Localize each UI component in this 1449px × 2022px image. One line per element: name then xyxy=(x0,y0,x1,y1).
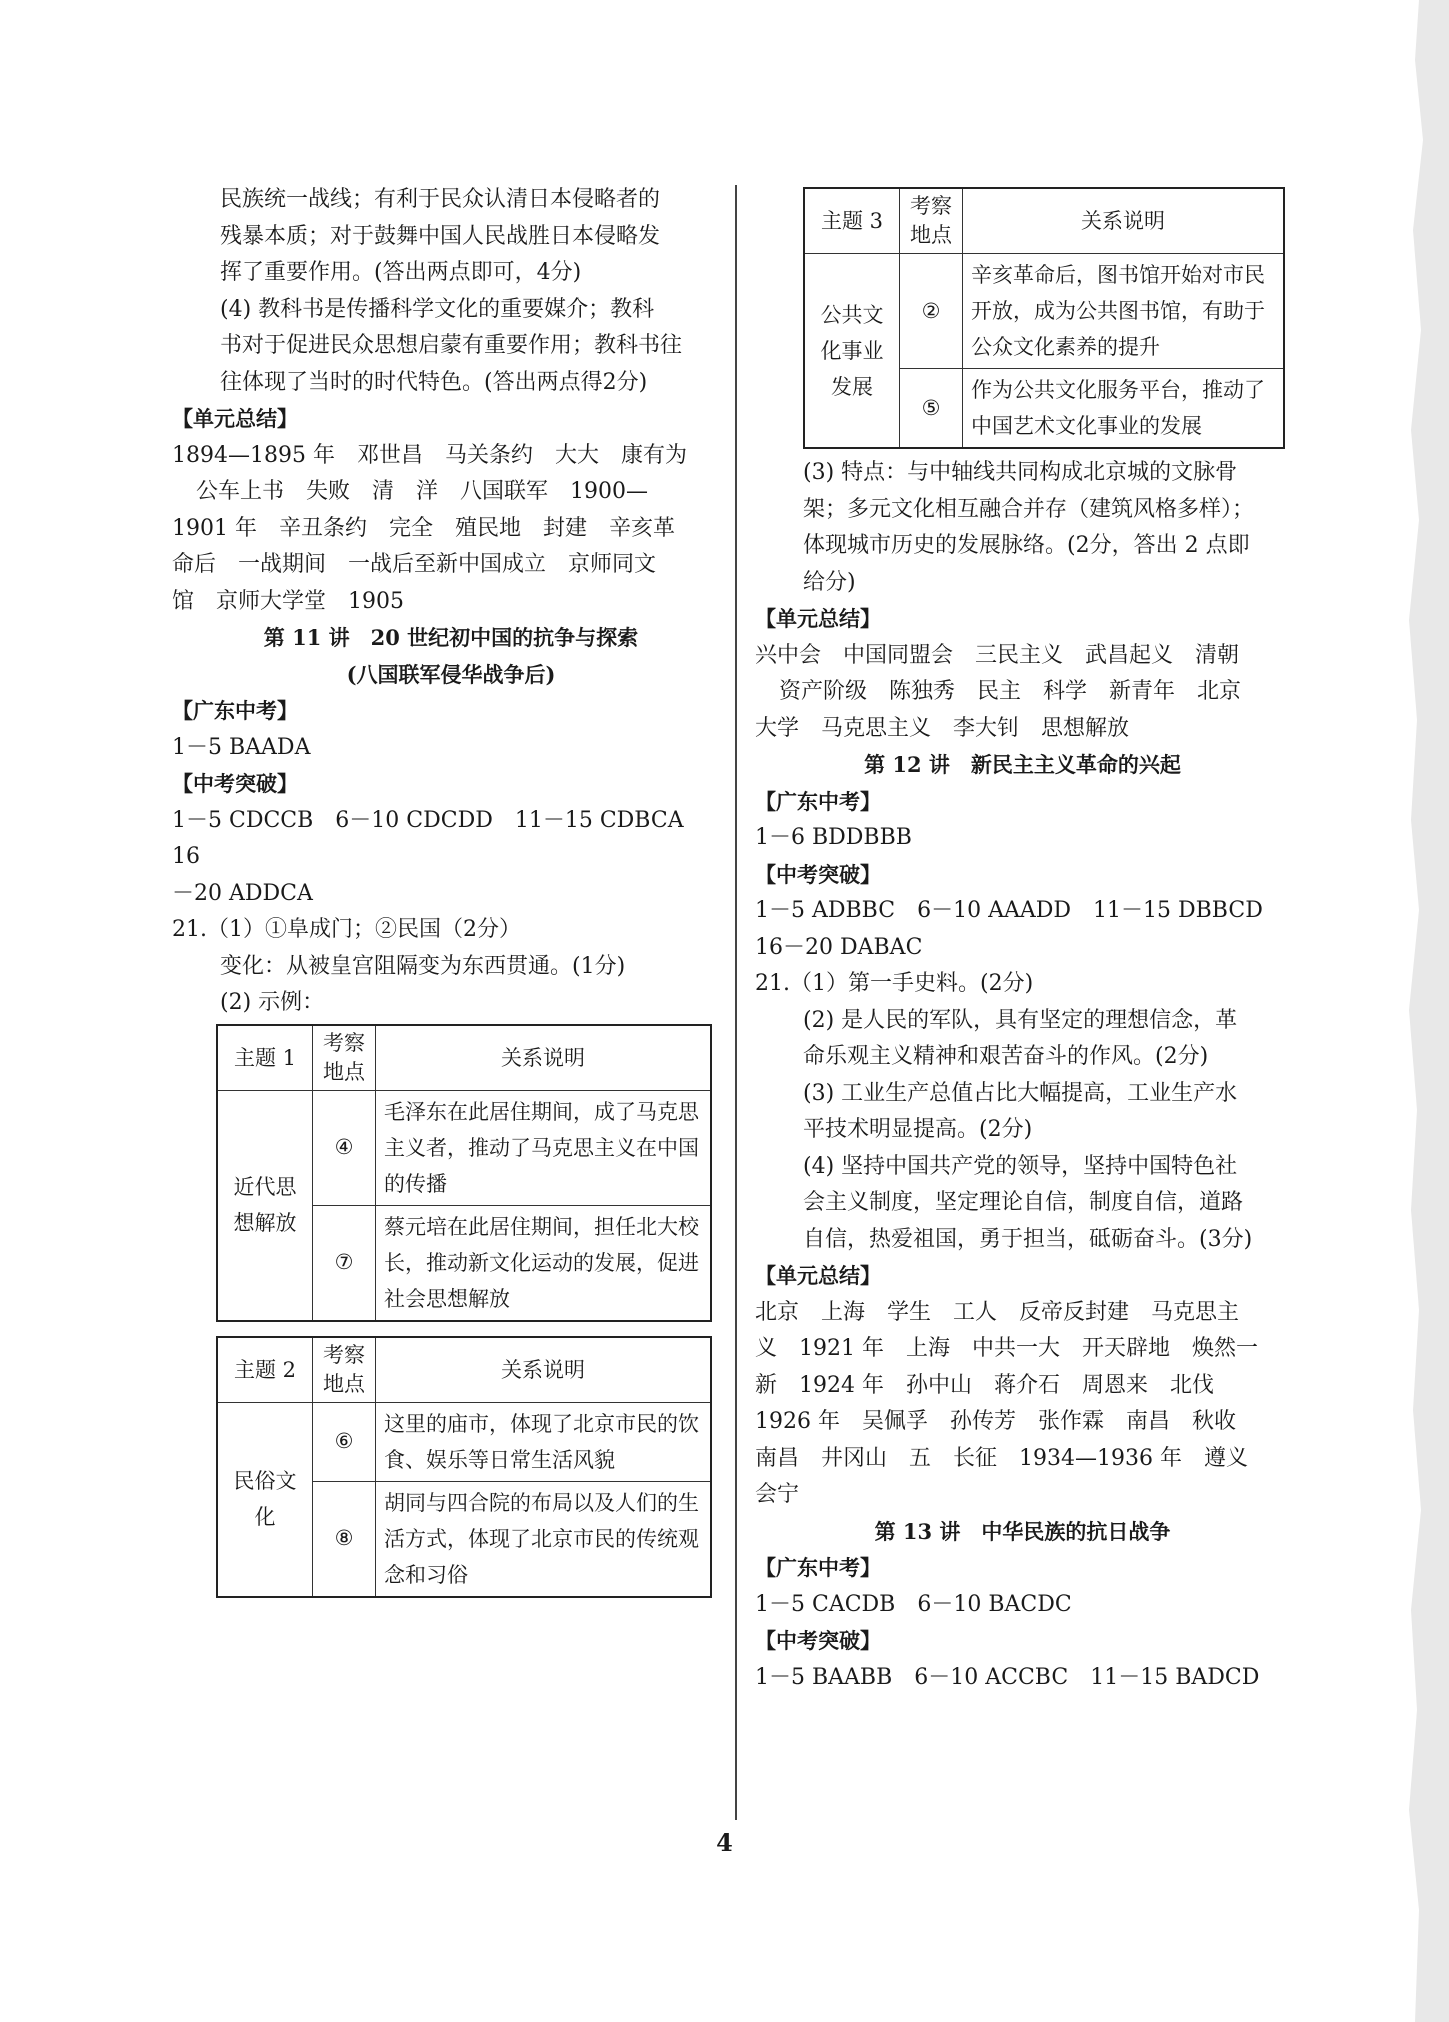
answer-line: 1－5 BAADA xyxy=(172,734,311,760)
page-number: 4 xyxy=(716,1828,733,1857)
text-line: 平技术明显提高。(2分) xyxy=(803,1117,1033,1142)
text-line: (4) 教科书是传播科学文化的重要媒介；教科 xyxy=(220,296,655,322)
text-line: 义 1921 年 上海 中共一大 开天辟地 焕然一 xyxy=(755,1336,1258,1361)
theme-table-1 xyxy=(216,1024,712,1322)
lecture-title: 第 12 讲 新民主主义革命的兴起 xyxy=(864,752,1181,777)
theme-label: 主题 2 xyxy=(217,1337,313,1403)
section-heading: 【单元总结】 xyxy=(755,607,881,631)
text-line: 公车上书 失败 清 洋 八国联军 1900— xyxy=(196,479,648,504)
answer-line: －20 ADDCA xyxy=(172,880,313,906)
place-marker: ② xyxy=(900,254,963,369)
place-marker: ④ xyxy=(313,1090,376,1205)
text-line: 会宁 xyxy=(755,1482,800,1507)
theme-label: 主题 3 xyxy=(804,188,900,254)
lecture-title: 第 11 讲 20 世纪初中国的抗争与探索 xyxy=(263,625,639,650)
answer-para-2 xyxy=(172,292,730,402)
section-heading: 【单元总结】 xyxy=(172,407,298,431)
place-header: 考察地点 xyxy=(900,188,963,254)
section-heading: 【广东中考】 xyxy=(172,699,298,723)
place-marker: ⑤ xyxy=(900,369,963,449)
unit-summary xyxy=(755,638,1290,748)
text-line: 命后 一战期间 一战后至新中国成立 京师同文 xyxy=(172,552,657,577)
theme-category: 近代思想解放 xyxy=(217,1090,313,1321)
text-line: (2) 示例： xyxy=(220,990,325,1015)
text-line: 兴中会 中国同盟会 三民主义 武昌起义 清朝 xyxy=(755,642,1240,668)
relation-desc: 辛亥革命后，图书馆开始对市民开放，成为公共图书馆，有助于公众文化素养的提升 xyxy=(963,254,1285,369)
text-line: 北京 上海 学生 工人 反帝反封建 马克思主 xyxy=(755,1299,1240,1325)
theme-table-3 xyxy=(803,187,1285,449)
desc-header: 关系说明 xyxy=(376,1337,712,1403)
text-line: 体现城市历史的发展脉络。(2分，答出 2 点即 xyxy=(803,533,1250,558)
q21-answers xyxy=(755,1003,1290,1259)
section-heading: 【中考突破】 xyxy=(755,1629,881,1653)
answer-line: 1－6 BDDBBB xyxy=(755,825,912,850)
theme-table-2 xyxy=(216,1336,712,1598)
answer-line: 1－5 BAABB 6－10 ACCBC 11－15 BADCD xyxy=(755,1664,1260,1690)
left-column xyxy=(172,182,730,1604)
text-line: 残暴本质；对于鼓舞中国人民战胜日本侵略发 xyxy=(220,223,661,249)
text-line: (2) 是人民的军队，具有坚定的理想信念，革 xyxy=(803,1007,1238,1033)
text-line: 馆 京师大学堂 1905 xyxy=(172,588,404,614)
text-line: (3) 工业生产总值占比大幅提高，工业生产水 xyxy=(803,1080,1238,1106)
answer-para-1 xyxy=(172,182,730,292)
text-line: 往体现了当时的时代特色。(答出两点得2分) xyxy=(220,369,648,395)
torn-edge xyxy=(1389,0,1449,2022)
text-line: 命乐观主义精神和艰苦奋斗的作风。(2分) xyxy=(803,1044,1209,1069)
answer-line: 1－5 CDCCB 6－10 CDCDD 11－15 CDBCA 16 xyxy=(172,807,706,869)
text-line: 新 1924 年 孙中山 蒋介石 周恩来 北伐 xyxy=(755,1372,1214,1398)
text-line: 资产阶级 陈独秀 民主 科学 新青年 北京 xyxy=(779,679,1242,704)
text-line: 变化：从被皇宫阻隔变为东西贯通。(1分) xyxy=(220,953,626,979)
relation-desc: 蔡元培在此居住期间，担任北大校长，推动新文化运动的发展，促进社会思想解放 xyxy=(376,1205,712,1321)
place-marker: ⑦ xyxy=(313,1205,376,1321)
text-line: 挥了重要作用。(答出两点即可，4分) xyxy=(220,260,582,285)
unit-summary xyxy=(172,438,730,621)
relation-desc: 作为公共文化服务平台，推动了中国艺术文化事业的发展 xyxy=(963,369,1285,449)
place-marker: ⑥ xyxy=(313,1402,376,1481)
answer-line: 16－20 DABAC xyxy=(755,934,923,960)
text-line: 1926 年 吴佩孚 孙传芳 张作霖 南昌 秋收 xyxy=(755,1409,1236,1434)
text-line: 自信，热爱祖国，勇于担当，砥砺奋斗。(3分) xyxy=(803,1226,1253,1252)
text-line: 会主义制度，坚定理论自信，制度自信，道路 xyxy=(803,1190,1244,1215)
text-line: 1894—1895 年 邓世昌 马关条约 大大 康有为 xyxy=(172,442,687,468)
place-header: 考察地点 xyxy=(313,1025,376,1091)
relation-desc: 毛泽东在此居住期间，成了马克思主义者，推动了马克思主义在中国的传播 xyxy=(376,1090,712,1205)
unit-summary-2 xyxy=(755,1295,1290,1514)
relation-desc: 这里的庙市，体现了北京市民的饮食、娱乐等日常生活风貌 xyxy=(376,1402,712,1481)
section-heading: 【中考突破】 xyxy=(172,772,298,796)
section-heading: 【广东中考】 xyxy=(755,1556,881,1580)
section-heading: 【中考突破】 xyxy=(755,862,881,887)
theme-label: 主题 1 xyxy=(217,1025,313,1091)
text-line: 书对于促进民众思想启蒙有重要作用；教科书往 xyxy=(220,333,683,358)
answer-line: 1－5 CACDB 6－10 BACDC xyxy=(755,1591,1072,1617)
place-header: 考察地点 xyxy=(313,1337,376,1403)
right-column xyxy=(755,185,1290,1696)
relation-desc: 胡同与四合院的布局以及人们的生活方式，体现了北京市民的传统观念和习俗 xyxy=(376,1481,712,1597)
question-21: 21.（1）①阜成门；②民国（2分） xyxy=(172,917,521,942)
text-line: 架；多元文化相互融合并存（建筑风格多样）； xyxy=(803,496,1255,522)
lecture-title: 第 13 讲 中华民族的抗日战争 xyxy=(874,1518,1171,1544)
text-line: 民族统一战线；有利于民众认清日本侵略者的 xyxy=(220,187,661,212)
text-line: 给分) xyxy=(803,569,856,595)
text-line: (3) 特点：与中轴线共同构成北京城的文脉骨 xyxy=(803,460,1238,485)
section-heading: 【单元总结】 xyxy=(755,1264,881,1288)
q3-answer xyxy=(755,455,1290,601)
question-21: 21.（1）第一手史料。(2分) xyxy=(755,971,1034,996)
place-marker: ⑧ xyxy=(313,1481,376,1597)
answer-line: 1－5 ADBBC 6－10 AAADD 11－15 DBBCD xyxy=(755,898,1263,923)
desc-header: 关系说明 xyxy=(376,1025,712,1091)
theme-category: 公共文化事业发展 xyxy=(804,254,900,449)
text-line: 南昌 井冈山 五 长征 1934—1936 年 遵义 xyxy=(755,1445,1248,1471)
text-line: 1901 年 辛丑条约 完全 殖民地 封建 辛亥革 xyxy=(172,515,675,541)
desc-header: 关系说明 xyxy=(963,188,1285,254)
lecture-subtitle: (八国联军侵华战争后) xyxy=(346,661,556,687)
text-line: 大学 马克思主义 李大钊 思想解放 xyxy=(755,715,1130,741)
theme-category: 民俗文化 xyxy=(217,1402,313,1597)
text-line: (4) 坚持中国共产党的领导，坚持中国特色社 xyxy=(803,1153,1238,1179)
section-heading: 【广东中考】 xyxy=(755,789,881,814)
column-divider xyxy=(735,185,737,1820)
